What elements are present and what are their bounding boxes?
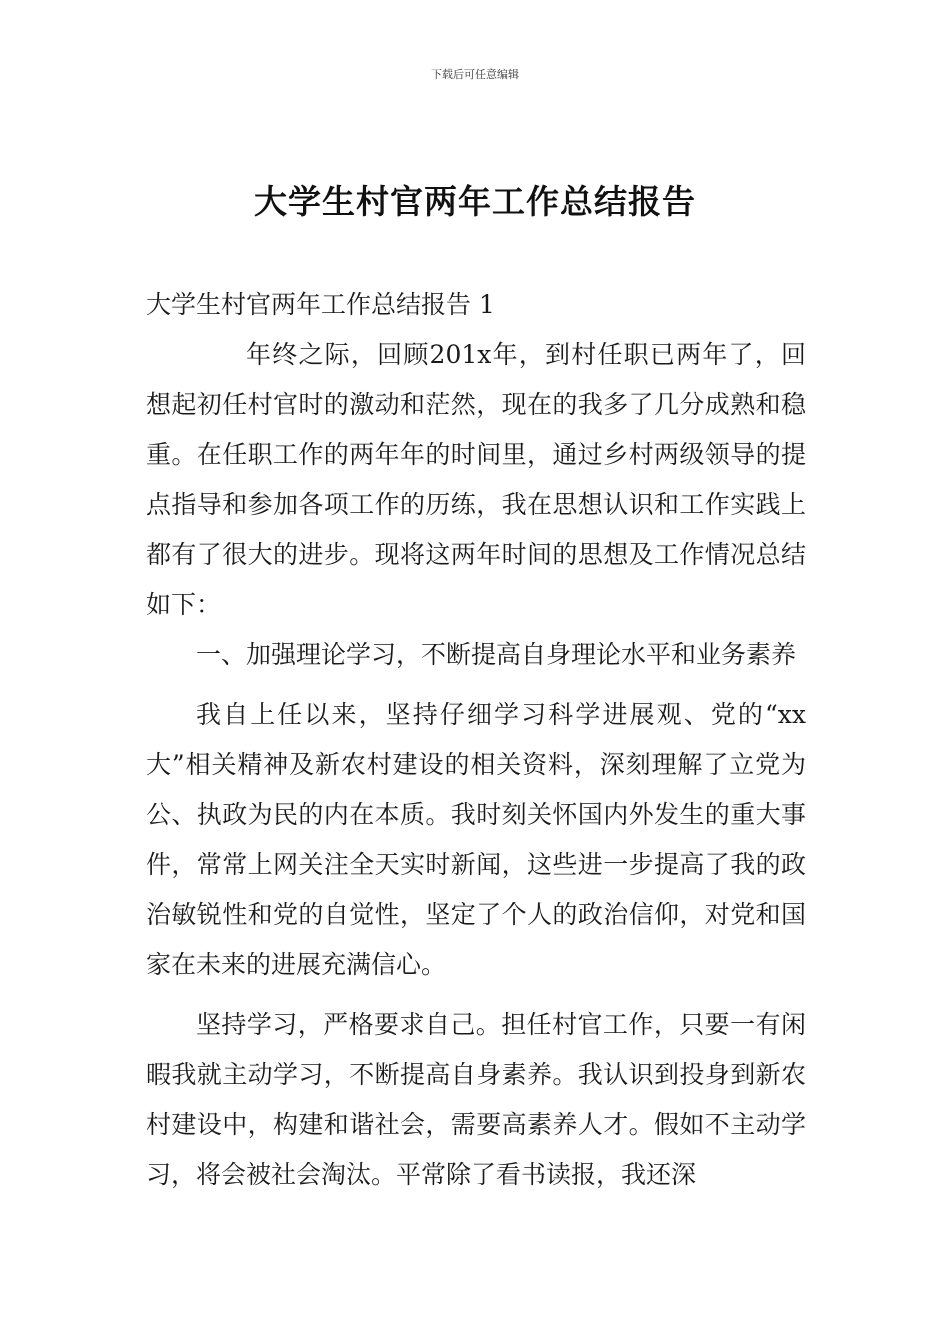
section-heading-1: 一、加强理论学习，不断提高自身理论水平和业务素养 (196, 640, 797, 669)
paragraph-theory-study: 我自上任以来，坚持仔细学习科学进展观、党的“xx大”相关精神及新农村建设的相关资料，深刻理解了立党为公、执政为民的内在本质。我时刻关怀国内外发生的重大事件，常常上网关注全天实时新闻，这些进一步提高了我的政治敏锐性和党的自觉性，坚定了个人的政治信仰，对党和国家在未来的进展充满信心。 (146, 700, 806, 979)
paragraph-persist-learning: 坚持学习，严格要求自己。担任村官工作，只要一有闲暇我就主动学习，不断提高自身素养。我认识到投身到新农村建设中，构建和谐社会，需要高素养人才。假如不主动学习，将会被社会淘汰。平常除了看书读报，我还深 (146, 1010, 806, 1189)
document-title: 大学生村官两年工作总结报告 (254, 182, 696, 221)
section-subtitle: 大学生村官两年工作总结报告 1 (146, 290, 495, 319)
header-note: 下载后可任意编辑 (431, 68, 519, 81)
document-body (146, 280, 806, 1200)
paragraph-intro: 年终之际，回顾201x年，到村任职已两年了，回想起初任村官时的激动和茫然，现在的我多了几分成熟和稳重。在任职工作的两年年的时间里，通过乡村两级领导的提点指导和参加各项工作的历练，我在思想认识和工作实践上都有了很大的进步。现将这两年时间的思想及工作情况总结如下： (146, 340, 806, 619)
